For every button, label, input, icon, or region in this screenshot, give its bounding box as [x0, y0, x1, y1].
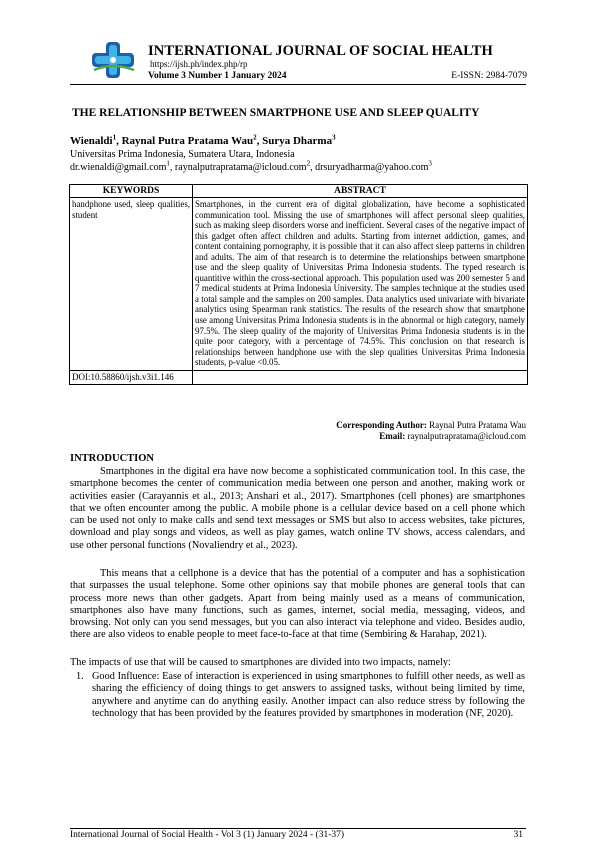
keywords-header: KEYWORDS	[70, 185, 193, 198]
paragraph: Smartphones in the digital era have now become a sophisticated communication tool. In this case, the smartphone becomes the center of communication media between one person and another, making work or activities easier (Carayannis et al., 2013; Anshari et al., 2017). Smartphones (cell phones) are smartphones that we often encounter among the public. A mobile phone is a cellular device based on a cell phone which can be used not only to make calls and send text messages or SMS but also to access websites, take pictures, download and play songs and videos, as well as play games, watch online TV shows, access calendars, and use other personal functions (Novaliendry et al., 2023).	[70, 466, 525, 551]
email-sup: 2	[306, 159, 311, 168]
volume-info: Volume 3 Number 1 January 2024	[148, 71, 287, 81]
email-sup: 3	[428, 159, 432, 168]
email-link[interactable]: raynalputrapratama@icloud.com	[174, 162, 307, 173]
author-separator: ,	[116, 135, 122, 147]
author-name: Wienaldi	[70, 135, 113, 147]
cross-logo-icon	[86, 40, 140, 80]
corr-author-name: Raynal Putra Pratama Wau	[429, 420, 526, 430]
author-name: Raynal Putra Pratama Wau	[121, 135, 254, 147]
email-link[interactable]: drsuryadharma@yahoo.com	[315, 162, 429, 173]
corr-author-label: Corresponding Author:	[336, 420, 427, 430]
footer-divider	[70, 828, 526, 829]
paragraph: This means that a cellphone is a device that has the potential of a computer and has a sophistication that surpasses the usual telephone. Some other opinions say that mobile phones are general tools that can process more news than other gadgets. Apart from being mainly used as a means of communication, smartphones also have many functions, such as games, internet, social media, messaging, videos, and browsing. Not only can you send messages, but you can also interact via telephone and video. Besides audio, there are also videos to enable people to meet face-to-face at that time (Sembiring & Harahap, 2021).	[70, 568, 525, 641]
corr-email-label: Email:	[379, 431, 406, 441]
page-number: 31	[513, 830, 523, 840]
keywords-abstract-table	[69, 184, 528, 385]
journal-logo	[86, 40, 140, 80]
footer-citation: International Journal of Social Health - Vol 3 (1) January 2024 - (31-37)	[70, 830, 345, 840]
email-link[interactable]: dr.wienaldi@gmail.com	[70, 162, 167, 173]
author-separator: ,	[256, 135, 263, 147]
email-sup: 1	[166, 159, 170, 168]
author-affil-sup: 2	[253, 133, 257, 142]
author-emails: dr.wienaldi@gmail.com$^1$, raynalputrapratama@icloud.com$^2$, drsuryadharma@yahoo.com$^3$	[70, 159, 432, 173]
journal-name: INTERNATIONAL JOURNAL OF SOCIAL HEALTH	[148, 43, 493, 59]
paragraph: The impacts of use that will be caused to smartphones are divided into two impacts, namely:	[70, 657, 451, 668]
list-text: Good Influence: Ease of interaction is experienced in using smartphones to fulfill other needs, as well as sharing the efficiency of doing things to get answers to assigned tasks, without being limited by time, anywhere and anytime can do anything easily. Another impact can also reduce stress by following the technology that has been provided by the features provided by smartphones in moderation (NF, 2020).	[92, 671, 525, 719]
author-name: Surya Dharma	[262, 135, 333, 147]
list-item	[70, 671, 525, 720]
doi[interactable]: DOI:10.58860/ijsh.v3i1.146	[70, 370, 193, 385]
intro-heading: INTRODUCTION	[70, 453, 155, 464]
affiliation: Universitas Prima Indonesia, Sumatera Utara, Indonesia	[70, 149, 295, 160]
keywords-cell: handphone used, sleep qualities, student	[70, 198, 193, 371]
eissn: E-ISSN: 2984-7079	[451, 71, 527, 81]
abstract-text: Smartphones, in the current era of digital globalization, have become a sophisticated communication tool. Missing the use of smartphones will affect personal sleep qualities, such as making sleep disorders worse and inefficient. Several cases of the negative impact of this gadget often affect children and adults. Starting from internet addiction, games, and content containing pornography, it is possible that it can also affect sleep patterns in children and adults. The aim of that research is to determine the relationships between smartphone use and the sleep quality of Universitas Prima Indonesia students. The typed research is quantitive within the cross-sectional approach. This population used was 200 semester 5 and 7 medical students at Prima Indonesia University. The samples technique at the studies used a total sample and the samples on 200 samples. Data analytics used univariate with bivariate analytics using Spearman rank statistics. The results of the research show that smartphone use among Universitas Prima Indonesia students is in the abnormal or high category, namely 97.5%. The sleep quality of the majority of Universitas Prima Indonesia students is in the quite poor category, with a percentage of 74.5%. This conclusion on that research is relationships between handphone use with the slep qualities Universitas Prima Indonesia students, p-value <0.05.	[193, 198, 528, 371]
author-affil-sup: 3	[332, 133, 336, 142]
list-number: 1.	[76, 671, 84, 682]
author-list	[70, 135, 336, 147]
paper-title: THE RELATIONSHIP BETWEEN SMARTPHONE USE AND SLEEP QUALITY	[72, 107, 480, 119]
header-divider	[70, 84, 526, 85]
journal-url[interactable]: https://ijsh.ph/index.php/rp	[150, 59, 248, 69]
corresponding-author-block	[336, 420, 526, 442]
impact-list	[70, 671, 525, 720]
corr-email[interactable]: raynalputrapratama@icloud.com	[407, 431, 526, 441]
doi-empty-cell	[193, 370, 528, 385]
author-affil-sup: 1	[112, 133, 117, 142]
abstract-header: ABSTRACT	[193, 185, 528, 198]
